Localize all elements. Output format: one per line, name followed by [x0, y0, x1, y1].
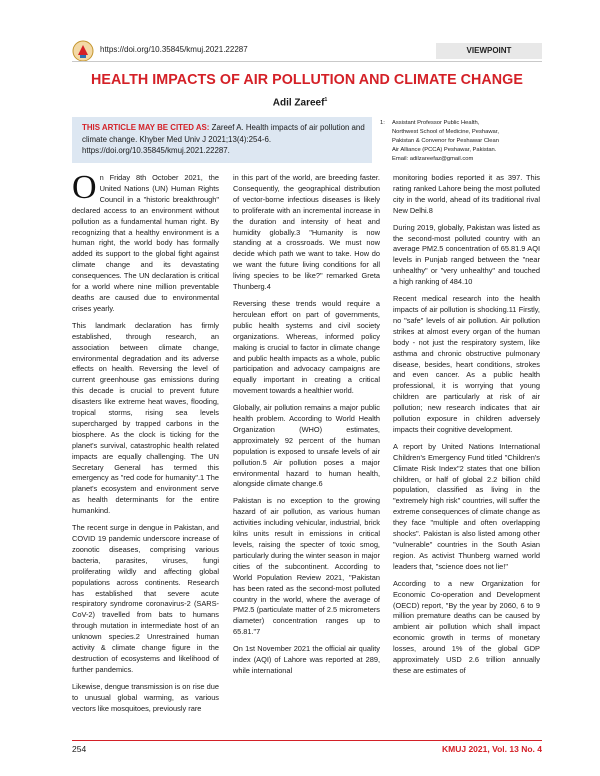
body-paragraph: Reversing these trends would require a herculean effort on part of governments, public health systems and civil society organizations. Whereas, informed policy making is crucial to factor in climate change and public health impacts as a whole, public participation and advocacy campaigns are equally important in creating a critical movement towards a healthier world. [233, 298, 380, 396]
body-paragraph: The recent surge in dengue in Pakistan, and COVID 19 pandemic underscore increase of zoonotic diseases, comprising various bacteria, parasites, viruses, fungi proliferating wildly and affecting global populations across continents. Research has established that severe acute respiratory syndrome coronavirus-2 (SARS-CoV-2) travelled from bats to humans through mutation in intermediate host of an unknown species.2 Unrestrained human activity & climate change figure in the destruction of ecosystems and likelihood of further pandemics. [72, 523, 219, 674]
affiliation-line: Assistant Professor Public Health, [392, 120, 480, 126]
page-number: 254 [72, 744, 87, 754]
body-column-2 [233, 173, 380, 683]
paragraph-text: n Friday 8th October 2021, the United Nations (UN) Human Rights Council in a "historic breakthrough" declared access to an environment without pollution as a fundamental human right. By recognizing that a healthy environment is a human right, the world body has formally added its support to the global fight against climate change and its devastating consequences. The UN declaration is critical for a world where nine million preventable deaths are caused due to environmental crises yearly. [72, 173, 219, 313]
body-paragraph: This landmark declaration has firmly established, through research, an association between climate change, environmental degradation and its adverse effects on health. Reversing the level of current greenhouse gas emissions during this decade is crucial to prevent future disasters like extreme heat waves, flooding, tropical storms, rising sea levels supercharged by trapped carbons in the biosphere. As the clock is ticking for the planet's survival, catastrophic health related impacts are equally challenging. The UN Secretary General has termed this emergency as "red code for humanity".1 The planet's ecosystem and environment serve as health determinants for the entire humankind. [72, 320, 219, 516]
affiliation-email[interactable]: Email: adilzareefaz@gmail.com [392, 156, 474, 162]
journal-citation: KMUJ 2021, Vol. 13 No. 4 [442, 744, 542, 754]
body-paragraph: Likewise, dengue transmission is on rise due to unusual global warming, as various vectors like mosquitoes, previously rare [72, 681, 219, 713]
body-paragraph [72, 169, 219, 315]
drop-cap: O [72, 169, 97, 206]
citation-label: THIS ARTICLE MAY BE CITED AS: [82, 123, 210, 132]
body-paragraph: On 1st November 2021 the official air quality index (AQI) of Lahore was reported at 289, while international [233, 644, 380, 675]
body-paragraph: During 2019, globally, Pakistan was listed as the second-most polluted country with an average PM2.5 concentration of 65.81.9 AQI levels in Punjab ranged between the "near unhealthy" or "very unhealthy" and touched a high ranking of 484.10 [393, 222, 540, 287]
body-column-1 [72, 169, 219, 721]
header-divider [72, 61, 542, 62]
citation-box [72, 117, 372, 163]
body-paragraph: Pakistan is no exception to the growing hazard of air pollution, as various human activities including vehicular, industrial, brick kilns units result in emissions in critical levels, raising the specter of toxic smog, particularly during the winter season in major cities of the subcontinent. According to World Population Review 2021, "Pakistan has been rated as the second-most polluted country in the world, where the average of PM2.5 (particulate matter of 2.5 micrometers diameter) concentration ranges up to 65.81."7 [233, 496, 380, 637]
author-superscript: 1 [324, 97, 328, 103]
footer-divider [72, 740, 542, 741]
author-line [0, 97, 600, 108]
article-doi[interactable]: https://doi.org/10.35845/kmuj.2021.22287 [100, 45, 248, 54]
body-paragraph: Recent medical research into the health impacts of air pollution is shocking.11 Firstly, no "safe" levels of air pollution. Air pollution strikes at almost every organ of the human body - not just the respiratory system, like asthma and chronic obstructive pulmonary disease, besides, heart conditions, strokes and even cancer. As a public health professional, it is worrying that young children are particularly at risk of air pollution; new research indicates that air pollution exposure in children adversely impacts their cognitive development. [393, 294, 540, 434]
affiliation-line: Pakistan & Convenor for Peshawar Clean [392, 138, 499, 144]
section-badge: VIEWPOINT [436, 43, 542, 59]
body-paragraph: Globally, air pollution remains a major public health problem. According to World Health Organization (WHO) estimates, approximately 92 percent of the human population is exposed to unsafe levels of air pollution.5 Air pollution poses a major environmental hazard to human health, alongside climate change.6 [233, 403, 380, 489]
body-paragraph: in this part of the world, are breeding faster. Consequently, the geographical distribution of vector-borne infectious diseases is likely to proliferate with an incremental increase in the duration and intensity of heat and humidity globally.3 "Humanity is now standing at a crossroads. We must now decide which path we want to take. How do we want the future living conditions for all living species to be like?" remarked Greta Thunberg.4 [233, 173, 380, 292]
author-name: Adil Zareef [272, 97, 325, 109]
citation-text: Zareef A. Health impacts of air pollution and climate change. Khyber Med Univ J 2021;13(4):254-6. https://doi.org/10.35845/kmuj.2021.22287. [82, 123, 365, 155]
body-column-3 [393, 173, 540, 683]
body-paragraph: monitoring bodies reported it as 397. This rating ranked Lahore being the most polluted city in the world, ahead of its traditional rival New Delhi.8 [393, 173, 540, 215]
affiliation-line: Air Alliance (PCCA) Peshawar, Pakistan. [392, 147, 497, 153]
article-title: HEALTH IMPACTS OF AIR POLLUTION AND CLIMATE CHANGE [91, 72, 523, 88]
body-paragraph: A report by United Nations International Children's Emergency Fund titled "Children's Climate Risk Index"2 states that one billion children, or half of global 2.2 billion child population, classified as living in the "extremely high risk" countries, will suffer the extreme consequences of climate change as they face "multiple and often overlapping shocks". Pakistan is also listed among other "vulnerable" countries in the South Asian region. As activist Thunberg warned world leaders that, "science does not lie!" [393, 441, 540, 571]
journal-logo-icon [72, 40, 94, 62]
affiliation-number: 1: [380, 120, 385, 126]
affiliation [380, 119, 542, 164]
affiliation-line: Northwest School of Medicine, Peshawar, [392, 129, 499, 135]
body-paragraph: According to a new Organization for Economic Co-operation and Development (OECD) report, "By the year by 2060, 6 to 9 million premature deaths can be caused by ambient air pollution which shall impact economic growth in terms of monetary losses, around 1% of the global GDP approximately USD 2.6 trillion annually these are estimates of [393, 578, 540, 675]
